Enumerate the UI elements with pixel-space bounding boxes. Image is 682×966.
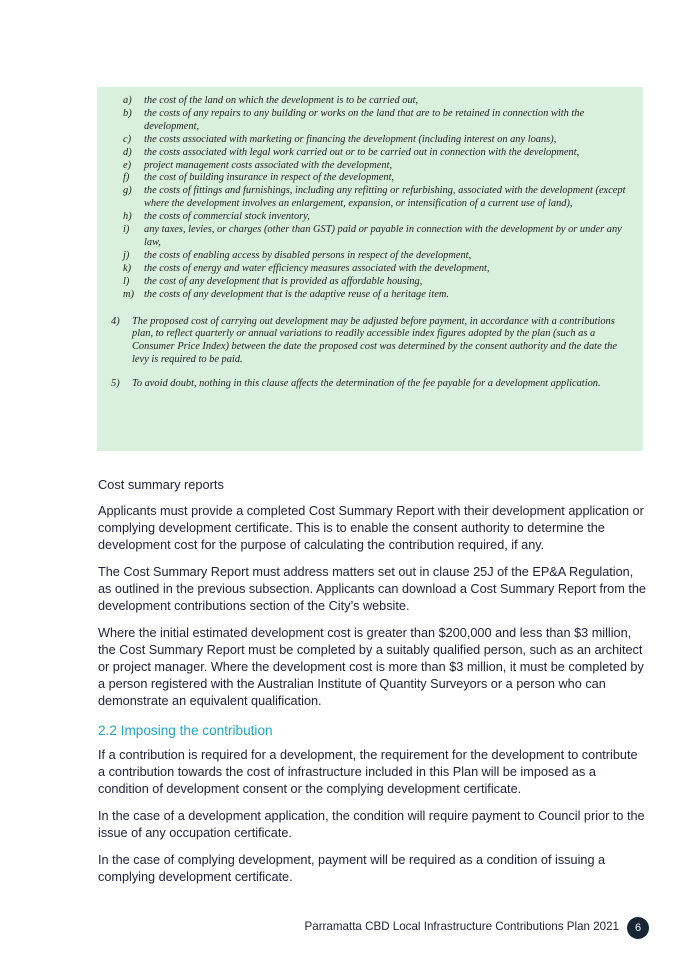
document-title: Parramatta CBD Local Infrastructure Contributions Plan 2021 [304,920,619,933]
list-item [105,263,633,276]
item-text: the costs of any repairs to any building or works on the land that are to be retained in connection with the development, [144,107,585,132]
item-marker: a) [123,95,132,106]
item-text: the cost of building insurance in respect of the development, [144,172,395,184]
clause-list [105,95,633,302]
item-marker: g) [123,185,132,197]
section-heading: 2.2 Imposing the contribution [98,723,273,738]
subclause-5 [105,378,633,391]
item-text: the costs associated with legal work carried out or to be carried out in connection with the development, [144,146,580,158]
list-item [105,160,633,173]
item-text: the costs associated with marketing or financing the development (including interest on any loans), [144,133,557,145]
item-marker: d) [123,146,132,158]
item-marker: b) [123,107,132,119]
main-content [98,476,646,896]
item-text: the costs of fittings and furnishings, including any refitting or refurbishing, associated with the development (except where the development involves an enlargement, expansion, or intensification of a current use of land), [144,185,626,210]
legislation-extract-box [97,87,643,451]
subclause-number: 4) [111,315,120,327]
subclause-4 [105,316,633,368]
list-item [105,211,633,224]
subclause-number: 5) [111,378,120,390]
list-item [105,147,633,160]
list-item [105,185,633,211]
item-marker: m) [123,288,134,300]
paragraph: If a contribution is required for a development, the requirement for the development to contribute a contribution towards the cost of infrastructure included in this Plan will be imposed as a condition of development consent or the complying development certificate. [98,748,638,796]
item-text: project management costs associated with the development, [144,159,393,171]
item-text: the costs of commercial stock inventory, [144,211,310,223]
item-marker: f) [123,172,130,184]
page-footer [0,917,682,939]
item-text: the cost of any development that is provided as affordable housing, [144,275,423,287]
item-text: the costs of energy and water efficiency measures associated with the development, [144,262,490,274]
list-item [105,172,633,185]
item-marker: j) [123,249,130,261]
list-item [105,289,633,302]
subclause-text: The proposed cost of carrying out development may be adjusted before payment, in accordance with a contributions plan, to reflect quarterly or annual variations to readily accessible index figures adopted by the plan (such as a Consumer Price Index) between the date the proposed cost was determined by the consent authority and the date the levy is required to be paid. [132,315,617,366]
item-marker: c) [123,133,132,145]
list-item [105,276,633,289]
page-number-badge: 6 [627,917,649,939]
list-item [105,250,633,263]
list-item [105,108,633,134]
list-item [105,95,633,108]
item-marker: k) [123,262,132,274]
paragraph: In the case of a development application, the condition will require payment to Council prior to the issue of any occupation certificate. [98,809,645,840]
item-marker: l) [123,275,130,287]
paragraph: Applicants must provide a completed Cost Summary Report with their development application or complying development certificate. This is to enable the consent authority to determine the development cost for the purpose of calculating the contribution required, if any. [98,504,644,552]
cost-summary-heading: Cost summary reports [98,477,224,492]
item-marker: e) [123,159,132,171]
list-item [105,134,633,147]
paragraph: The Cost Summary Report must address matters set out in clause 25J of the EP&A Regulation, as outlined in the previous subsection. Applicants can download a Cost Summary Report from the development contributions section of the City’s website. [98,565,646,613]
item-marker: i) [123,224,130,236]
item-text: the costs of any development that is the adaptive reuse of a heritage item. [144,288,449,300]
item-marker: h) [123,211,132,223]
subclause-text: To avoid doubt, nothing in this clause affects the determination of the fee payable for a development application. [132,378,601,390]
list-item [105,224,633,250]
item-text: any taxes, levies, or charges (other than GST) paid or payable in connection with the development by or under any law, [144,224,622,248]
item-text: the costs of enabling access by disabled persons in respect of the development, [144,249,472,261]
paragraph: Where the initial estimated development cost is greater than $200,000 and less than $3 million, the Cost Summary Report must be completed by a suitably qualified person, such as an architect or project manager. Where the development cost is more than $3 million, it must be completed by a person registered with the Australian Institute of Quantity Surveyors or a person who can demonstrate an equivalent qualification. [98,626,644,708]
item-text: the cost of the land on which the development is to be carried out, [144,95,419,106]
paragraph: In the case of complying development, payment will be required as a condition of issuing a complying development certificate. [98,853,606,884]
